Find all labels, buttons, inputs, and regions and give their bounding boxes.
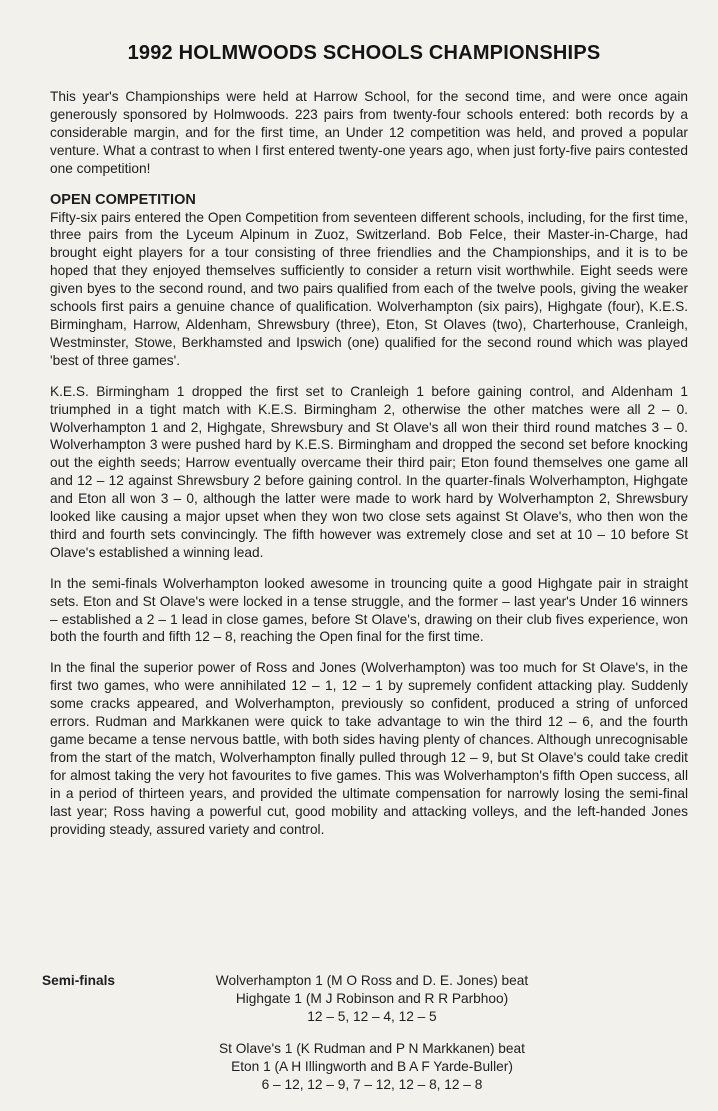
paragraph: In the semi-finals Wolverhampton looked awesome in trouncing quite a good Highgate pair in straight sets. Eton and St Olave's were locked in a tense struggle, and the former – last year's Under 16 winners – established a 2 – 1 lead in close games, before St Olave's, drawing on their club fives experience, won both the fourth and fifth 12 – 8, reaching the Open final for the first time. (50, 575, 688, 645)
article-body (50, 88, 688, 851)
match-loser: Highgate 1 (M J Robinson and R R Parbhoo) (235, 990, 509, 1006)
results-label: Semi-finals (42, 973, 116, 988)
match-score: 6 – 12, 12 – 9, 7 – 12, 12 – 8, 12 – 8 (261, 1076, 483, 1092)
match-winner: Wolverhampton 1 (M O Ross and D. E. Jones) beat (215, 973, 529, 988)
paragraph: In the final the superior power of Ross and Jones (Wolverhampton) was too much for St Olave's, in the first two games, who were annihilated 12 – 1, 12 – 1 by supremely confident attacking play. Suddenly some cracks appeared, and Wolverhampton, previously so confident, produced a string of unforced errors. Rudman and Markkanen were quick to take advantage to win the third 12 – 6, and the fourth game became a tense nervous battle, with both sides having plenty of chances. Although unrecognisable from the start of the match, Wolverhampton finally pulled through 12 – 9, but St Olave's could take credit for almost taking the very hot favourites to five games. This was Wolverhampton's fifth Open success, all in a period of thirteen years, and provided the ultimate compensation for narrowly losing the semi-final last year; Ross having a powerful cut, good mobility and attacking volleys, and the left-handed Jones providing steady, assured variety and control. (50, 660, 688, 837)
match-loser: Eton 1 (A H Illingworth and B A F Yarde-Buller) (231, 1058, 513, 1074)
match-winner: St Olave's 1 (K Rudman and P N Markkanen) beat (219, 1041, 525, 1056)
intro-paragraph: This year's Championships were held at Harrow School, for the second time, and were once again generously sponsored by Holmwoods. 223 pairs from twenty-four schools entered: both records by a considerable margin, and for the first time, an Under 12 competition was held, and proved a popular venture. What a contrast to when I first entered twenty-one years ago, when just forty-five pairs contested one competition! (50, 89, 688, 176)
paragraph: K.E.S. Birmingham 1 dropped the first set to Cranleigh 1 before gaining control, and Aldenham 1 triumphed in a tight match with K.E.S. Birmingham 2, otherwise the other matches were all 2 – 0. Wolverhampton 1 and 2, Highgate, Shrewsbury and St Olave's all won their third round matches 3 – 0. Wolverhampton 3 were pushed hard by K.E.S. Birmingham and dropped the second set before knocking out the eighth seeds; Harrow eventually overcame their third pair; Eton found themselves one game all and 12 – 12 against Shrewsbury 2 before gaining control. In the quarter-finals Wolverhampton, Highgate and Eton all won 3 – 0, although the latter were made to work hard by Wolverhampton 2, Shrewsbury looked like causing a major upset when they won two close sets against St Olave's, who then won the third and fourth sets convincingly. The fifth however was extremely close and set at 10 – 10 before St Olave's established a winning lead. (50, 383, 688, 560)
paragraph: Fifty-six pairs entered the Open Competition from seventeen different schools, including, for the first time, three pairs from the Lyceum Alpinum in Zuoz, Switzerland. Bob Felce, their Master-in-Charge, had brought eight players for a tour consisting of three friendlies and the Championships, and it is to be hoped that they enjoyed themselves sufficiently to consider a return visit worthwhile. Eight seeds were given byes to the second round, and two pairs qualified from each of the twelve pools, giving the weaker schools first pairs a genuine chance of qualification. Wolverhampton (six pairs), Highgate (four), K.E.S. Birmingham, Harrow, Aldenham, Shrewsbury (three), Eton, St Olaves (two), Charterhouse, Cranleigh, Westminster, Stowe, Berkhamsted and Ipswich (one) qualified for the second round which was played 'best of three games'. (50, 209, 688, 368)
match-result (172, 1040, 572, 1094)
section-heading: OPEN COMPETITION (50, 191, 196, 208)
match-result (172, 972, 572, 1026)
page-title: 1992 HOLMWOODS SCHOOLS CHAMPIONSHIPS (127, 42, 601, 64)
match-score: 12 – 5, 12 – 4, 12 – 5 (307, 1008, 437, 1024)
